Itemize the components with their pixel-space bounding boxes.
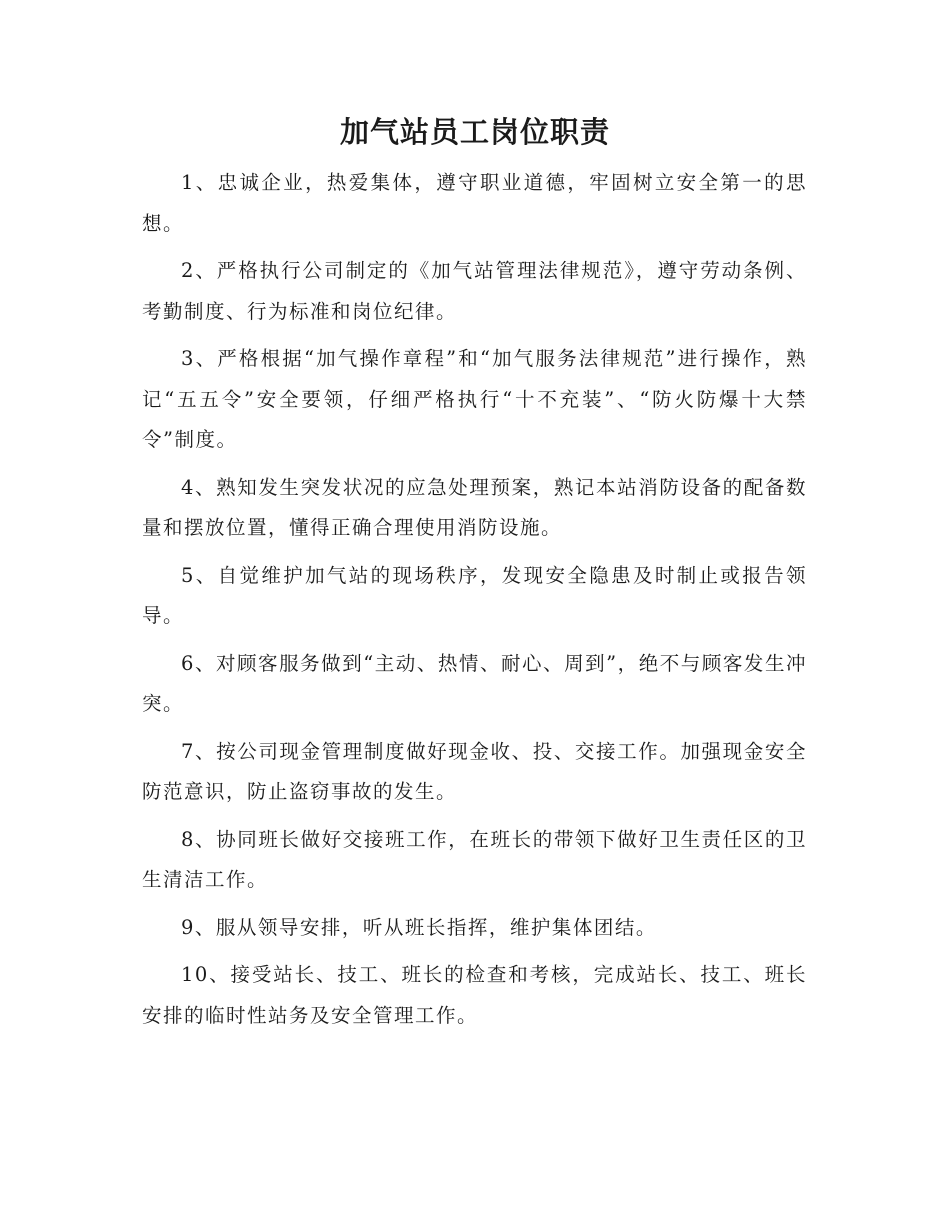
duty-paragraph-6: 6、对顾客服务做到“主动、热情、耐心、周到”，绝不与顾客发生冲突。	[142, 651, 807, 715]
document-body	[142, 163, 807, 1043]
duty-paragraph-2: 2、严格执行公司制定的《加气站管理法律规范》，遵守劳动条例、考勤制度、行为标准和岗位纪律。	[142, 259, 807, 323]
duty-paragraph-9: 9、服从领导安排，听从班长指挥，维护集体团结。	[181, 915, 657, 939]
duty-paragraph-4: 4、熟知发生突发状况的应急处理预案，熟记本站消防设备的配备数量和摆放位置，懂得正确合理使用消防设施。	[142, 475, 807, 539]
duty-paragraph-1: 1、忠诚企业，热爱集体，遵守职业道德，牢固树立安全第一的思想。	[142, 171, 807, 235]
page-title: 加气站员工岗位职责	[339, 115, 610, 149]
duty-paragraph-3: 3、严格根据“加气操作章程”和“加气服务法律规范”进行操作，熟记“五五令”安全要领，仔细严格执行“十不充装”、“防火防爆十大禁令”制度。	[142, 347, 807, 451]
duty-paragraph-10: 10、接受站长、技工、班长的检查和考核，完成站长、技工、班长安排的临时性站务及安全管理工作。	[142, 963, 807, 1027]
duty-paragraph-8: 8、协同班长做好交接班工作，在班长的带领下做好卫生责任区的卫生清洁工作。	[142, 827, 807, 891]
duty-paragraph-5: 5、自觉维护加气站的现场秩序，发现安全隐患及时制止或报告领导。	[142, 563, 807, 627]
duty-paragraph-7: 7、按公司现金管理制度做好现金收、投、交接工作。加强现金安全防范意识，防止盗窃事故的发生。	[142, 739, 807, 803]
